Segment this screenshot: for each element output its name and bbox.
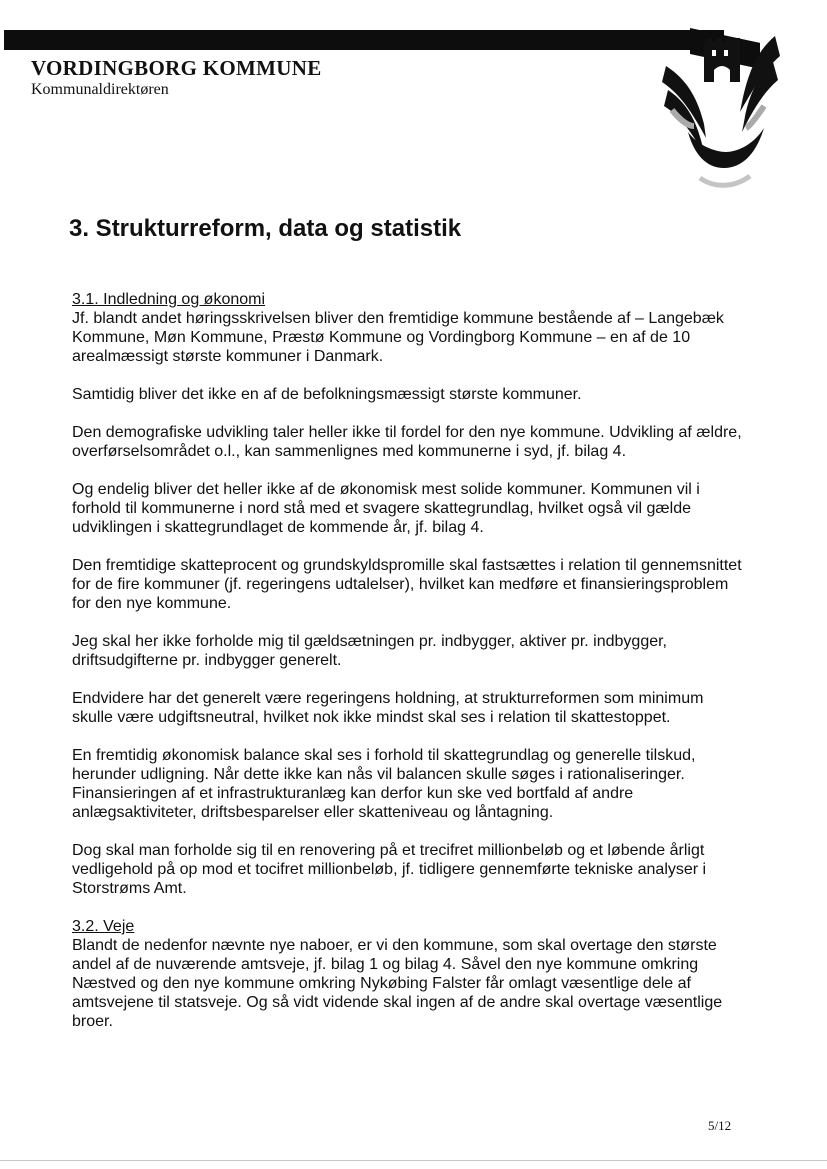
- paragraph: Og endelig bliver det heller ikke af de økonomisk mest solide kommuner. Kommunen vil i forhold til kommunerne i nord stå med et svagere skattegrundlag, hvilket også vil gælde udviklingen i skattegrundlaget de kommende år, jf. bilag 4.: [72, 481, 700, 536]
- paragraph: Endvidere har det generelt være regeringens holdning, at strukturreformen som minimum skulle være udgiftsneutral, hvilket nok ikke mindst skal ses i relation til skattestoppet.: [72, 690, 704, 726]
- paragraph: Den demografiske udvikling taler heller ikke til fordel for den nye kommune. Udvikling af ældre, overførselsområdet o.l., kan sammenlignes med kommunerne i syd, jf. bilag 4.: [72, 424, 742, 460]
- paragraph: Dog skal man forholde sig til en renovering på et trecifret millionbeløb og et løbende årligt vedligehold på op mod et tocifret millionbeløb, jf. tidligere gennemførte tekniske analyser i Storstrøms Amt.: [72, 842, 707, 897]
- paragraph: Blandt de nedenfor nævnte nye naboer, er vi den kommune, som skal overtage den største andel af de nuværende amtsveje, jf. bilag 1 og bilag 4. Såvel den nye kommune omkring Næstved og den nye kommune omkring Nykøbing Falster får omlagt væsentlige dele af amtsvejene til statsveje. Og så vidt vidende skal ingen af de andre skal overtage væsentlige broer.: [72, 937, 723, 1030]
- section-indledning-okonomi: [72, 290, 748, 366]
- document-body: [69, 214, 748, 1050]
- paragraph: Jeg skal her ikke forholde mig til gældsætningen pr. indbygger, aktiver pr. indbygger, driftsudgifterne pr. indbygger generelt.: [72, 633, 667, 669]
- paragraph: Samtidig bliver det ikke en af de befolkningsmæssigt største kommuner.: [72, 386, 582, 403]
- page-heading: 3. Strukturreform, data og statistik: [69, 215, 462, 242]
- paragraph: Jf. blandt andet høringsskrivelsen bliver den fremtidige kommune bestående af – Langebæk Kommune, Møn Kommune, Præstø Kommune og Vordingborg Kommune – en af de 10 arealmæssigt største kommuner i Danmark.: [72, 310, 724, 365]
- municipal-coat-of-arms-icon: [658, 28, 783, 193]
- section-title: 3.1. Indledning og økonomi: [72, 291, 266, 308]
- paragraph: Den fremtidige skatteprocent og grundskyldspromille skal fastsættes i relation til gennemsnittet for de fire kommuner (jf. regeringens udtalelser), hvilket kan medføre et finansieringsproblem for den nye kommune.: [72, 557, 742, 612]
- header-black-bar: [4, 30, 724, 50]
- department-name: Kommunaldirektøren: [31, 81, 169, 98]
- section-veje: [72, 917, 748, 1031]
- bottom-rule: [0, 1160, 827, 1161]
- organization-name: VORDINGBORG KOMMUNE: [31, 56, 322, 80]
- page-number: 5/12: [708, 1118, 732, 1133]
- paragraph: En fremtidig økonomisk balance skal ses i forhold til skattegrundlag og generelle tilskud, herunder udligning. Når dette ikke kan nås vil balancen skulle søges i rationaliseringer. Finansieringen af et infrastrukturanlæg kan derfor kun ske ved bortfald af andre anlægsaktiviteter, driftsbesparelser eller skatteniveau og låntagning.: [72, 747, 696, 821]
- section-title: 3.2. Veje: [72, 918, 135, 935]
